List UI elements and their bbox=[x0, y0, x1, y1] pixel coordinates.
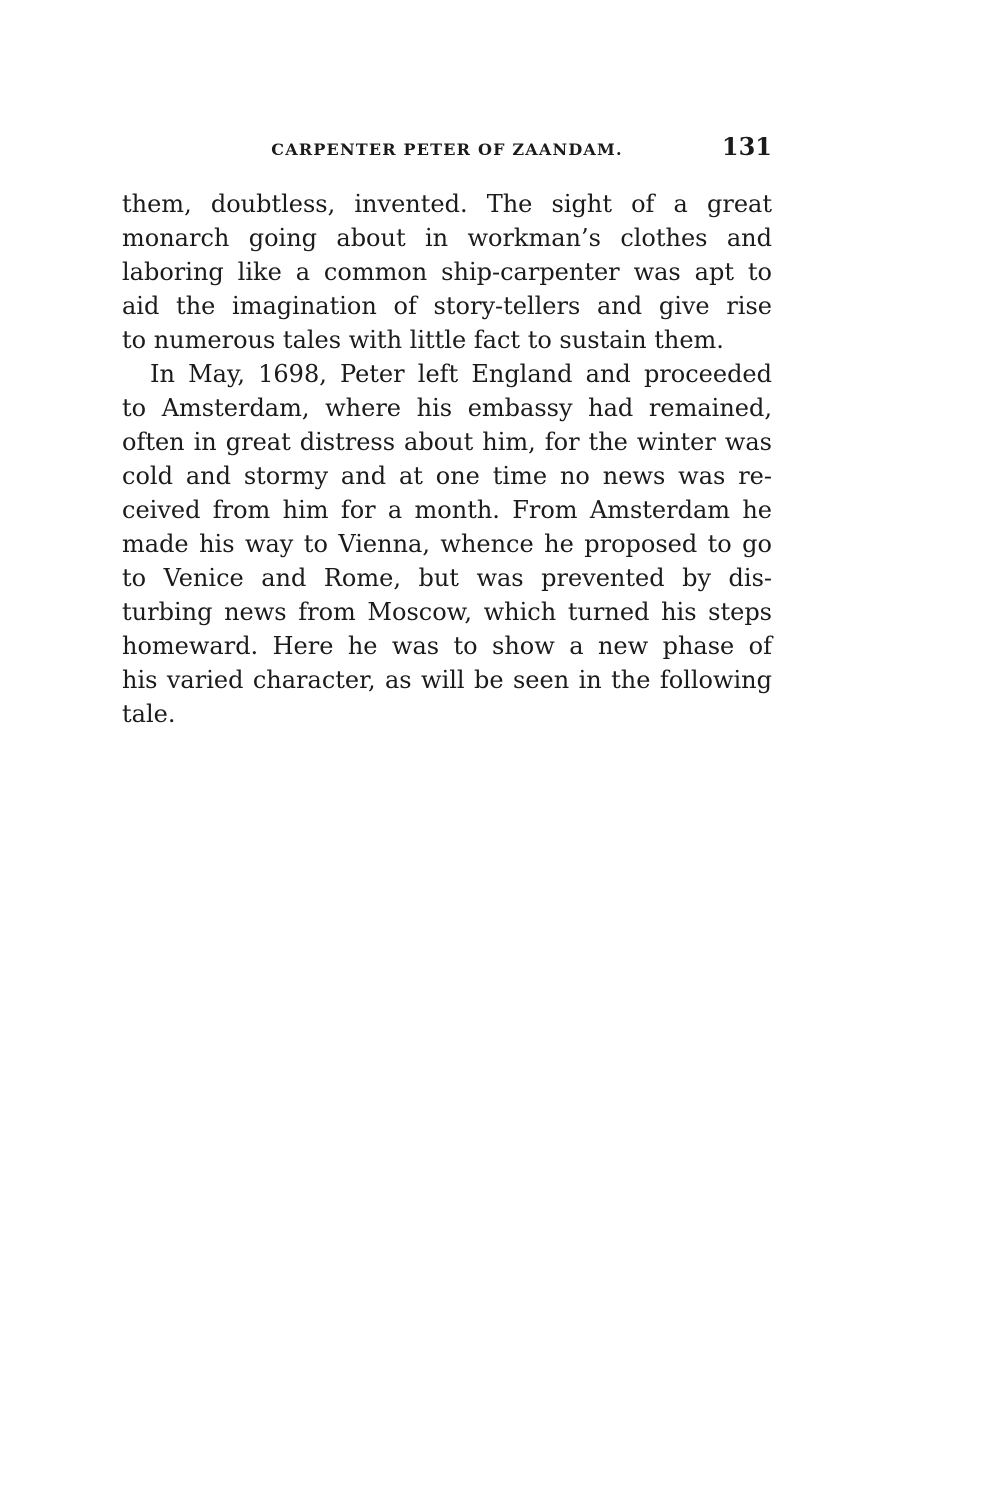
text-line: In May, 1698, Peter left England and proceeded bbox=[150, 360, 772, 388]
text-line: laboring like a common ship-carpenter was apt to bbox=[122, 258, 772, 286]
text-line: ceived from him for a month. From Amsterdam he bbox=[122, 496, 772, 524]
paragraph bbox=[122, 187, 772, 357]
text-line: cold and stormy and at one time no news was re- bbox=[122, 462, 772, 490]
text-line: them, doubtless, invented. The sight of a great bbox=[122, 190, 772, 218]
text-line: to numerous tales with little fact to sustain them. bbox=[122, 326, 724, 354]
text-line: aid the imagination of story-tellers and give rise bbox=[122, 292, 772, 320]
text-line: made his way to Vienna, whence he proposed to go bbox=[122, 530, 772, 558]
text-line: his varied character, as will be seen in the following bbox=[122, 666, 772, 694]
page-number: 131 bbox=[721, 132, 772, 161]
paragraph bbox=[122, 357, 772, 731]
text-line: monarch going about in workman’s clothes and bbox=[122, 224, 772, 252]
text-line: often in great distress about him, for the winter was bbox=[122, 428, 772, 456]
text-line: homeward. Here he was to show a new phase of bbox=[122, 632, 772, 660]
body-text bbox=[122, 187, 772, 731]
text-line: tale. bbox=[122, 700, 176, 728]
text-line: to Venice and Rome, but was prevented by dis- bbox=[122, 564, 772, 592]
running-title: CARPENTER PETER OF ZAANDAM. bbox=[271, 140, 623, 159]
running-header bbox=[122, 132, 772, 172]
text-line: to Amsterdam, where his embassy had remained, bbox=[122, 394, 772, 422]
text-line: turbing news from Moscow, which turned his steps bbox=[122, 598, 772, 626]
